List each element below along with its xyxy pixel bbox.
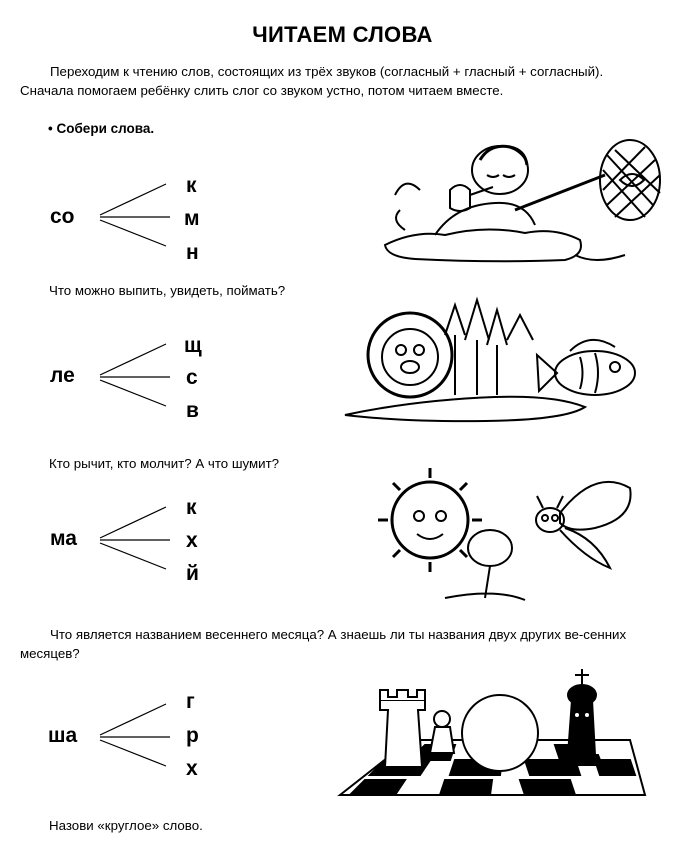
letter-option: г xyxy=(186,690,195,713)
connector-lines xyxy=(96,180,176,250)
sun-poppy-butterfly-icon xyxy=(345,458,650,608)
intro-line-1: Переходим к чтению слов, состоящих из трёх звуков (согласный + гласный + согласный). xyxy=(50,64,604,79)
letter-option: н xyxy=(186,241,199,264)
question: Что является названием весеннего месяца? А знаешь ли ты названия двух других ве-сенних месяцев? xyxy=(20,627,627,661)
letter-option: й xyxy=(186,562,199,585)
letter-option: м xyxy=(184,207,200,230)
sleeping-boy-icon xyxy=(375,135,665,270)
question: Назови «круглое» слово. xyxy=(49,818,203,833)
lion-fish-icon xyxy=(325,295,655,430)
letter-option: х xyxy=(186,757,198,780)
syllable: ша xyxy=(48,724,78,747)
letter-option: х xyxy=(186,529,198,552)
connector-lines xyxy=(96,700,176,770)
task-heading: • Собери слова. xyxy=(48,121,155,136)
syllable: ле xyxy=(50,364,75,387)
letter-option: к xyxy=(186,496,197,519)
chess-board-icon xyxy=(330,655,650,810)
letter-option: к xyxy=(186,174,197,197)
letter-option: с xyxy=(186,366,198,389)
connector-lines xyxy=(96,340,176,410)
letter-option: р xyxy=(186,724,199,747)
page-title: ЧИТАЕМ СЛОВА xyxy=(252,22,433,47)
syllable: ма xyxy=(50,527,77,550)
syllable: со xyxy=(50,205,75,228)
letter-option: в xyxy=(186,399,199,422)
question: Что можно выпить, увидеть, поймать? xyxy=(49,283,286,298)
question: Кто рычит, кто молчит? А что шумит? xyxy=(49,456,280,471)
intro-line-2: Сначала помогаем ребёнку слить слог со звуком устно, потом читаем вместе. xyxy=(20,83,504,98)
connector-lines xyxy=(96,503,176,573)
letter-option: щ xyxy=(184,334,202,357)
